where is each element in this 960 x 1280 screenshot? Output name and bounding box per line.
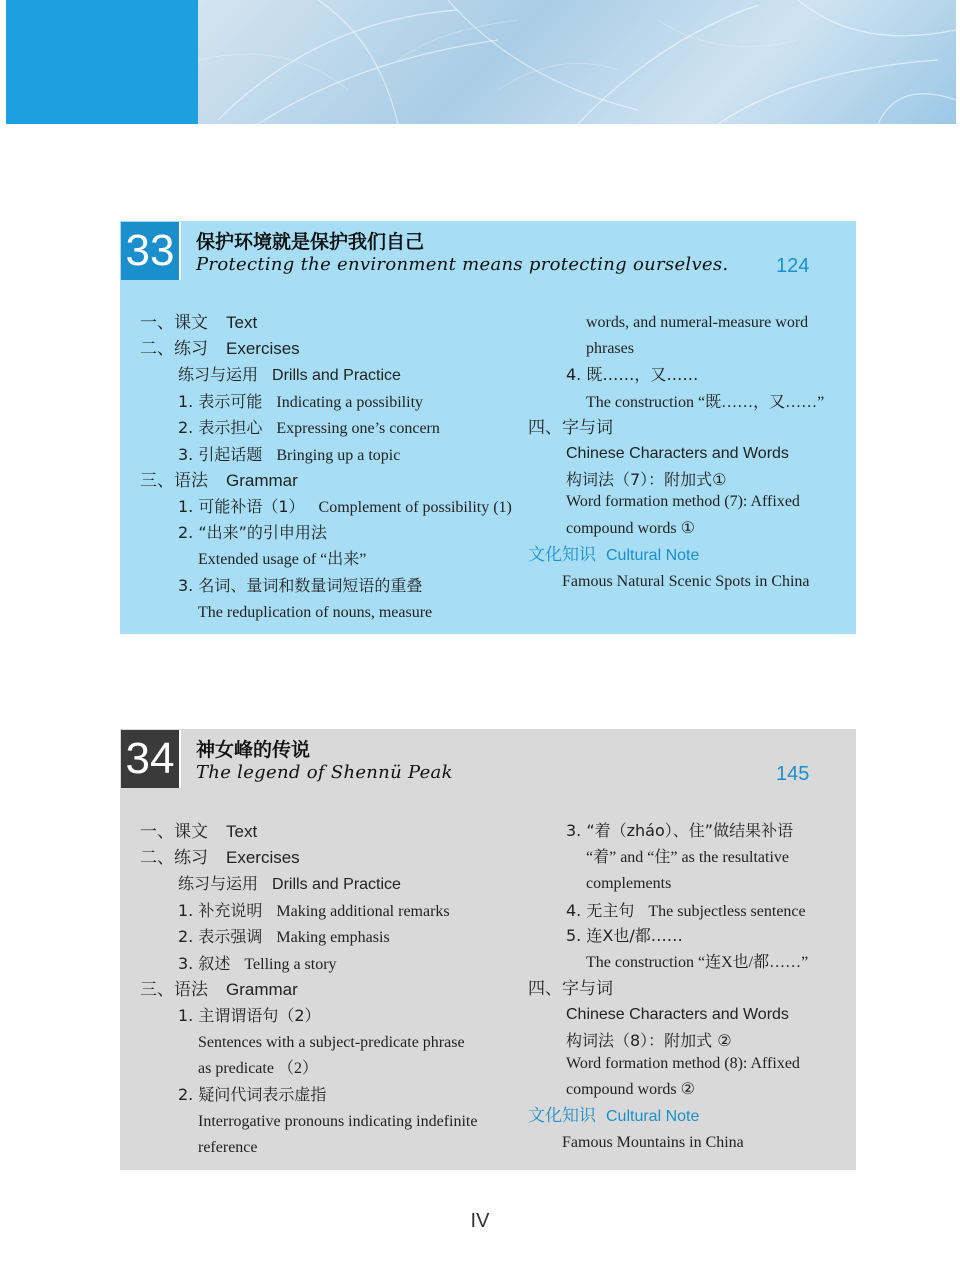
toc-item: 3. 叙述 Telling a story (178, 954, 337, 973)
unit-number: 34 (121, 730, 179, 788)
toc-heading: 四、字与词 (528, 418, 613, 438)
toc-item-en: Interrogative pronouns indicating indefinite (198, 1113, 478, 1130)
unit-title-en: Protecting the environment means protecting ourselves. (196, 254, 729, 275)
toc-item-en: reference (198, 1139, 258, 1156)
toc-item-en: Famous Natural Scenic Spots in China (562, 573, 810, 590)
toc-subheading: 练习与运用 Drills and Practice (178, 874, 401, 893)
toc-subheading: Chinese Characters and Words (566, 1006, 789, 1023)
toc-item-en: compound words ① (566, 520, 695, 537)
page-number: 124 (776, 255, 810, 277)
cultural-note: 文化知识 Cultural Note (528, 1106, 700, 1126)
toc-subheading: Chinese Characters and Words (566, 445, 789, 462)
unit-title-cn: 保护环境就是保护我们自己 (196, 231, 425, 253)
toc-item-en: The construction “连X也/都……” (586, 954, 809, 971)
toc-item-en: Word formation method (7): Affixed (566, 493, 800, 510)
toc-item: 5. 连X也/都…… (566, 926, 683, 945)
toc-heading: 三、语法 Grammar (140, 980, 298, 1000)
toc-item: 3. 引起话题 Bringing up a topic (178, 445, 401, 464)
toc-item: 4. 无主句 The subjectless sentence (566, 901, 806, 920)
toc-item: 2. “出来”的引申用法 (178, 523, 327, 542)
toc-item-en: Extended usage of “出来” (198, 551, 367, 568)
toc-item: 构词法（7）：附加式① (566, 470, 727, 489)
toc-item: 3. 名词、量词和数量词短语的重叠 (178, 576, 423, 595)
toc-heading: 二、练习 Exercises (140, 848, 300, 868)
toc-item-en: The reduplication of nouns, measure (198, 604, 433, 621)
header-blue-block (6, 0, 198, 124)
divider (179, 730, 181, 788)
toc-item-en: words, and numeral-measure word (586, 314, 809, 331)
unit-title-cn: 神女峰的传说 (196, 739, 311, 761)
toc-item-en: The construction “既……，又……” (586, 394, 825, 411)
toc-item: 3. “着（zháo）、住”做结果补语 (566, 821, 794, 840)
toc-item-en: Famous Mountains in China (562, 1134, 744, 1151)
toc-item-en: Sentences with a subject-predicate phrase (198, 1034, 465, 1051)
divider (179, 222, 181, 280)
toc-heading: 三、语法 Grammar (140, 471, 298, 491)
toc-item: 4. 既……，又…… (566, 365, 699, 384)
toc-item: 构词法（8）：附加式 ② (566, 1031, 732, 1050)
unit-number: 33 (121, 222, 179, 280)
toc-item: 1. 补充说明 Making additional remarks (178, 901, 450, 920)
toc-item: 1. 可能补语（1） Complement of possibility (1) (178, 497, 512, 516)
toc-item: 2. 表示强调 Making emphasis (178, 927, 390, 946)
toc-item-en: complements (586, 875, 672, 892)
toc-heading: 二、练习 Exercises (140, 339, 300, 359)
toc-item: 1. 表示可能 Indicating a possibility (178, 392, 424, 411)
toc-subheading: 练习与运用 Drills and Practice (178, 365, 401, 384)
toc-item: 1. 主谓谓语句（2） (178, 1006, 321, 1025)
toc-item-en: “着” and “住” as the resultative (586, 849, 790, 866)
unit-title-en: The legend of Shennü Peak (196, 762, 453, 783)
unit-card-33 (120, 221, 856, 634)
header-leaf-pattern (198, 0, 956, 124)
toc-item-en: as predicate （2） (198, 1060, 318, 1077)
toc-item-en: phrases (586, 340, 634, 357)
toc-heading: 一、课文 Text (140, 822, 258, 842)
toc-item: 2. 疑问代词表示虚指 (178, 1085, 327, 1104)
toc-item-en: compound words ② (566, 1081, 695, 1098)
cultural-note: 文化知识 Cultural Note (528, 545, 700, 565)
toc-item: 2. 表示担心 Expressing one’s concern (178, 418, 440, 437)
toc-item-en: Word formation method (8): Affixed (566, 1055, 800, 1072)
footer-page-number: IV (470, 1210, 490, 1232)
unit-card-34 (120, 729, 856, 1170)
toc-heading: 一、课文 Text (140, 313, 258, 333)
toc-heading: 四、字与词 (528, 979, 613, 999)
page-number: 145 (776, 763, 810, 785)
